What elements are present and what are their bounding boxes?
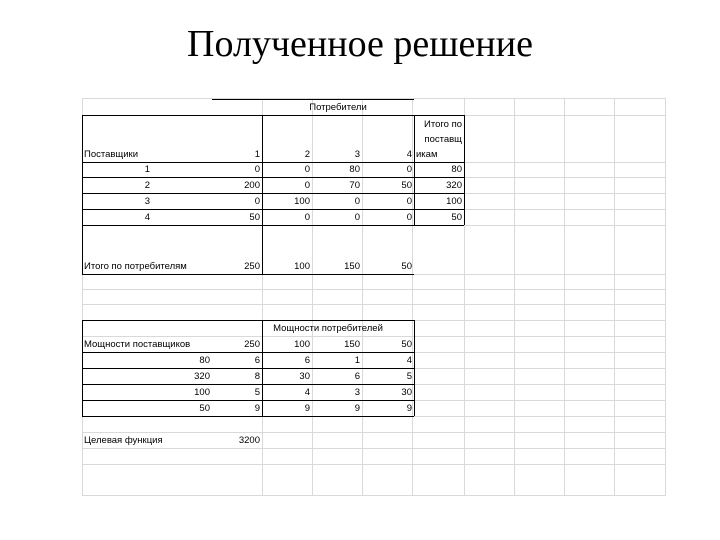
cost-cell: 5 — [406, 371, 412, 382]
allocation-cell: 0 — [406, 212, 412, 223]
supplier-number: 4 — [144, 212, 150, 223]
supplier-total: 100 — [446, 196, 462, 207]
demand-value: 100 — [294, 339, 310, 350]
objective-label: Целевая функция — [84, 435, 163, 446]
total-header-line3: икам — [416, 149, 438, 160]
consumer-number: 2 — [304, 149, 310, 160]
allocation-cell: 0 — [304, 212, 310, 223]
allocation-cell: 100 — [294, 196, 310, 207]
consumer-number: 4 — [406, 149, 412, 160]
supplier-number: 1 — [144, 164, 150, 175]
cost-cell: 9 — [406, 403, 412, 414]
cost-cell: 6 — [254, 355, 260, 366]
cost-cell: 9 — [304, 403, 310, 414]
consumer-number: 3 — [354, 149, 360, 160]
cost-cell: 6 — [304, 355, 310, 366]
allocation-cell: 0 — [406, 164, 412, 175]
objective-value: 3200 — [238, 435, 260, 446]
allocation-cell: 0 — [406, 196, 412, 207]
allocation-cell: 0 — [354, 212, 360, 223]
supplier-capacity: 320 — [194, 371, 210, 382]
cost-cell: 9 — [254, 403, 260, 414]
allocation-cell: 0 — [354, 196, 360, 207]
supplier-capacity: 80 — [199, 355, 210, 366]
allocation-cell: 0 — [304, 164, 310, 175]
cost-cell: 1 — [354, 355, 360, 366]
allocation-cell: 200 — [244, 180, 260, 191]
cost-cell: 3 — [354, 387, 360, 398]
consumer-number: 1 — [254, 149, 260, 160]
allocation-cell: 0 — [254, 196, 260, 207]
consumers-header: Потребители — [309, 102, 367, 113]
suppliers-label: Поставщики — [84, 149, 139, 160]
demand-value: 150 — [344, 339, 360, 350]
consumer-total: 150 — [344, 261, 360, 272]
cost-cell: 8 — [254, 371, 260, 382]
cost-cell: 30 — [401, 387, 412, 398]
consumer-total: 50 — [401, 261, 412, 272]
supplier-capacity: 100 — [194, 387, 210, 398]
allocation-cell: 50 — [401, 180, 412, 191]
total-header-line2: поставщ — [424, 134, 462, 145]
allocation-cell: 0 — [254, 164, 260, 175]
supplier-capacity: 50 — [199, 403, 210, 414]
supplier-total: 50 — [451, 212, 462, 223]
total-header-line1: Итого по — [424, 119, 462, 130]
supplier-total: 80 — [451, 164, 462, 175]
demand-value: 250 — [244, 339, 260, 350]
consumer-total: 100 — [294, 261, 310, 272]
demand-value: 50 — [401, 339, 412, 350]
allocation-cell: 0 — [304, 180, 310, 191]
supplier-number: 2 — [144, 180, 150, 191]
supplier-total: 320 — [446, 180, 462, 191]
cost-cell: 6 — [354, 371, 360, 382]
cost-cell: 4 — [304, 387, 310, 398]
supplier-number: 3 — [144, 196, 150, 207]
slide-title: Полученное решение — [187, 23, 533, 65]
consumer-total: 250 — [244, 261, 260, 272]
cost-cell: 5 — [254, 387, 260, 398]
allocation-cell: 70 — [349, 180, 360, 191]
cost-cell: 9 — [354, 403, 360, 414]
consumer-totals-label: Итого по потребителям — [84, 261, 187, 272]
supplier-capacity-label: Мощности поставщиков — [84, 339, 191, 350]
cost-cell: 30 — [299, 371, 310, 382]
consumer-demand-header: Мощности потребителей — [273, 323, 383, 334]
allocation-cell: 80 — [349, 164, 360, 175]
spreadsheet-image — [82, 98, 666, 496]
allocation-cell: 50 — [249, 212, 260, 223]
cost-cell: 4 — [406, 355, 412, 366]
